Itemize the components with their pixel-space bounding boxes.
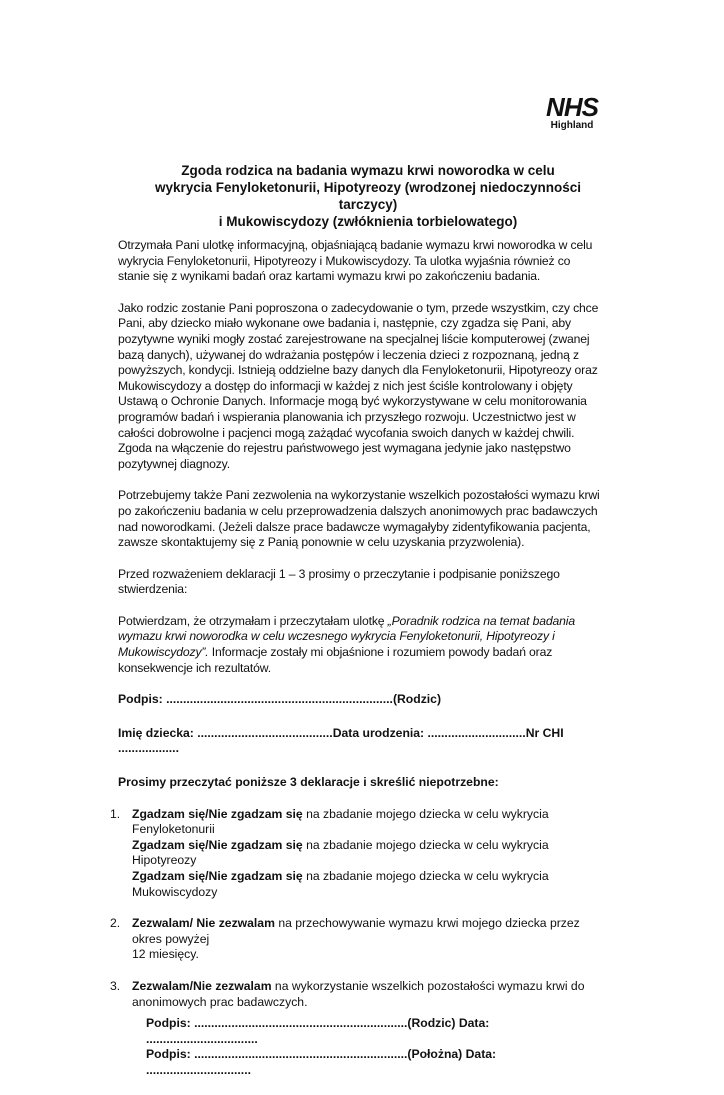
declaration-number: 2. xyxy=(110,916,121,931)
leaflet-title: „Poradnik rodzica na temat badania wymazu krwi noworodka w celu wczesnego wykrycia Fenyloketonurii, Hipotyreozy i Mukowiscydozy”. xyxy=(118,613,575,660)
logo-region: Highland xyxy=(550,120,594,131)
confirmation-text-pre: Potwierdzam, że otrzymałam i przeczytałam ulotkę xyxy=(118,613,388,628)
child-details-field[interactable]: Imię dziecka: ........................................Data urodzenia: .............................Nr CHI .................. xyxy=(118,725,564,756)
research-paragraph: Potrzebujemy także Pani zezwolenia na wykorzystanie wszelkich pozostałości wymazu krwi po zakończeniu badania w celu przeprowadzenia dalszych anonimowych prac badawczych nad noworodkami. (Jeżeli dalsze prace badawcze wymagałyby zidentyfikowania pacjenta, zawsze skontaktujemy się z Panią ponownie w celu uzyskania przyzwolenia). xyxy=(118,488,600,550)
nhs-highland-logo xyxy=(540,94,604,132)
declarations-list xyxy=(110,806,602,1079)
consent-option: Zezwalam/ Nie zezwalam xyxy=(132,916,275,931)
declaration-number: 1. xyxy=(110,806,121,821)
declaration-3[interactable] xyxy=(110,978,602,1079)
title-line-4: i Mukowiscydozy (zwłóknienia torbielowatego) xyxy=(218,214,518,229)
consent-text: na zbadanie mojego dziecka w celu wykrycia Hipotyreozy xyxy=(132,837,549,868)
consent-option: Zgadzam się/Nie zgadzam się xyxy=(132,837,303,852)
signature-block xyxy=(146,1016,602,1078)
declaration-number: 3. xyxy=(110,978,121,993)
consent-option: Zgadzam się/Nie zgadzam się xyxy=(132,806,303,821)
midwife-signature-line[interactable]: Podpis: ...............................................................(Położna) Data: ............................... xyxy=(146,1047,497,1077)
title-line-3: tarczycy) xyxy=(338,197,398,212)
consent-text: na zbadanie mojego dziecka w celu wykrycia Mukowiscydozy xyxy=(132,869,549,899)
declaration-1-pku[interactable] xyxy=(132,807,602,838)
parent-signature-field[interactable]: Podpis: ...................................................................(Rodzic) xyxy=(118,692,442,707)
declaration-2[interactable] xyxy=(110,916,602,963)
consent-text: na wykorzystanie wszelkich pozostałości wymazu krwi do anonimowych prac badawczych. xyxy=(132,978,585,1009)
document-title xyxy=(118,162,618,230)
parent-signature-line[interactable]: Podpis: ...............................................................(Rodzic) Data: ................................. xyxy=(146,1016,490,1046)
title-line-2: wykrycia Fenyloketonurii, Hipotyreozy (wrodzonej niedoczynności xyxy=(154,180,582,195)
database-paragraph: Jako rodzic zostanie Pani poproszona o zadecydowanie o tym, przede wszystkim, czy chce Pani, aby dziecko miało wykonane owe badania i, następnie, czy zgadza się Pani, aby pozytywne wyniki mogły zostać zarejestrowane na specjalnej liście komputerowej (zwanej bazą danych), używanej do wdrażania postępów i leczenia dzieci z rozpoznaną, jedną z powyższych, kondycji. Istnieją oddzielne bazy danych dla Fenyloketonurii, Hipotyreozy oraz Mukowiscydozy a dostęp do informacji w każdej z nich jest ściśle kontrolowany i objęty Ustawą o Ochronie Danych. Informacje mogą być wykorzystywane w celu monitorowania programów badań i wspierania planowania ich przyszłego rozwoju. Uczestnictwo jest w całości dobrowolne i pacjenci mogą zażądać wycofania swoich danych w każdej chwili. Zgoda na włączenie do rejestru państwowego jest wymagana jedynie jako następstwo pozytywnej diagnozy. xyxy=(118,300,599,471)
document-body xyxy=(110,238,602,1095)
consent-text: na zbadanie mojego dziecka w celu wykrycia Fenyloketonurii xyxy=(132,806,549,837)
confirmation-text-post: Informacje zostały mi objaśnione i rozumiem powody badań oraz konsekwencje ich rezultatów. xyxy=(118,645,553,675)
declaration-1-cf[interactable] xyxy=(132,869,602,900)
intro-paragraph: Otrzymała Pani ulotkę informacyjną, objaśniającą badanie wymazu krwi noworodka w celu wykrycia Fenyloketonurii, Hipotyreozy i Mukowiscydozy. Ta ulotka wyjaśnia również co stanie się z wynikami badań oraz kartami wymazu krwi po zakończeniu badania. xyxy=(118,238,593,284)
declaration-1-hypothyroid[interactable] xyxy=(132,838,602,869)
declarations-instruction: Prosimy przeczytać poniższe 3 deklaracje i skreślić niepotrzebne: xyxy=(118,775,499,790)
consent-text-continued: 12 miesięcy. xyxy=(132,947,199,962)
consent-option: Zezwalam/Nie zezwalam xyxy=(132,978,272,993)
consent-text: na przechowywanie wymazu krwi mojego dziecka przez okres powyżej xyxy=(132,916,580,946)
title-line-1: Zgoda rodzica na badania wymazu krwi noworodka w celu xyxy=(181,163,555,178)
logo-brand: NHS xyxy=(546,92,598,122)
declaration-1 xyxy=(110,806,602,901)
declaration-intro-paragraph: Przed rozważeniem deklaracji 1 – 3 prosimy o przeczytanie i podpisanie poniższego stwierdzenia: xyxy=(118,566,560,597)
consent-option: Zgadzam się/Nie zgadzam się xyxy=(132,869,303,883)
confirmation-paragraph xyxy=(118,614,602,676)
